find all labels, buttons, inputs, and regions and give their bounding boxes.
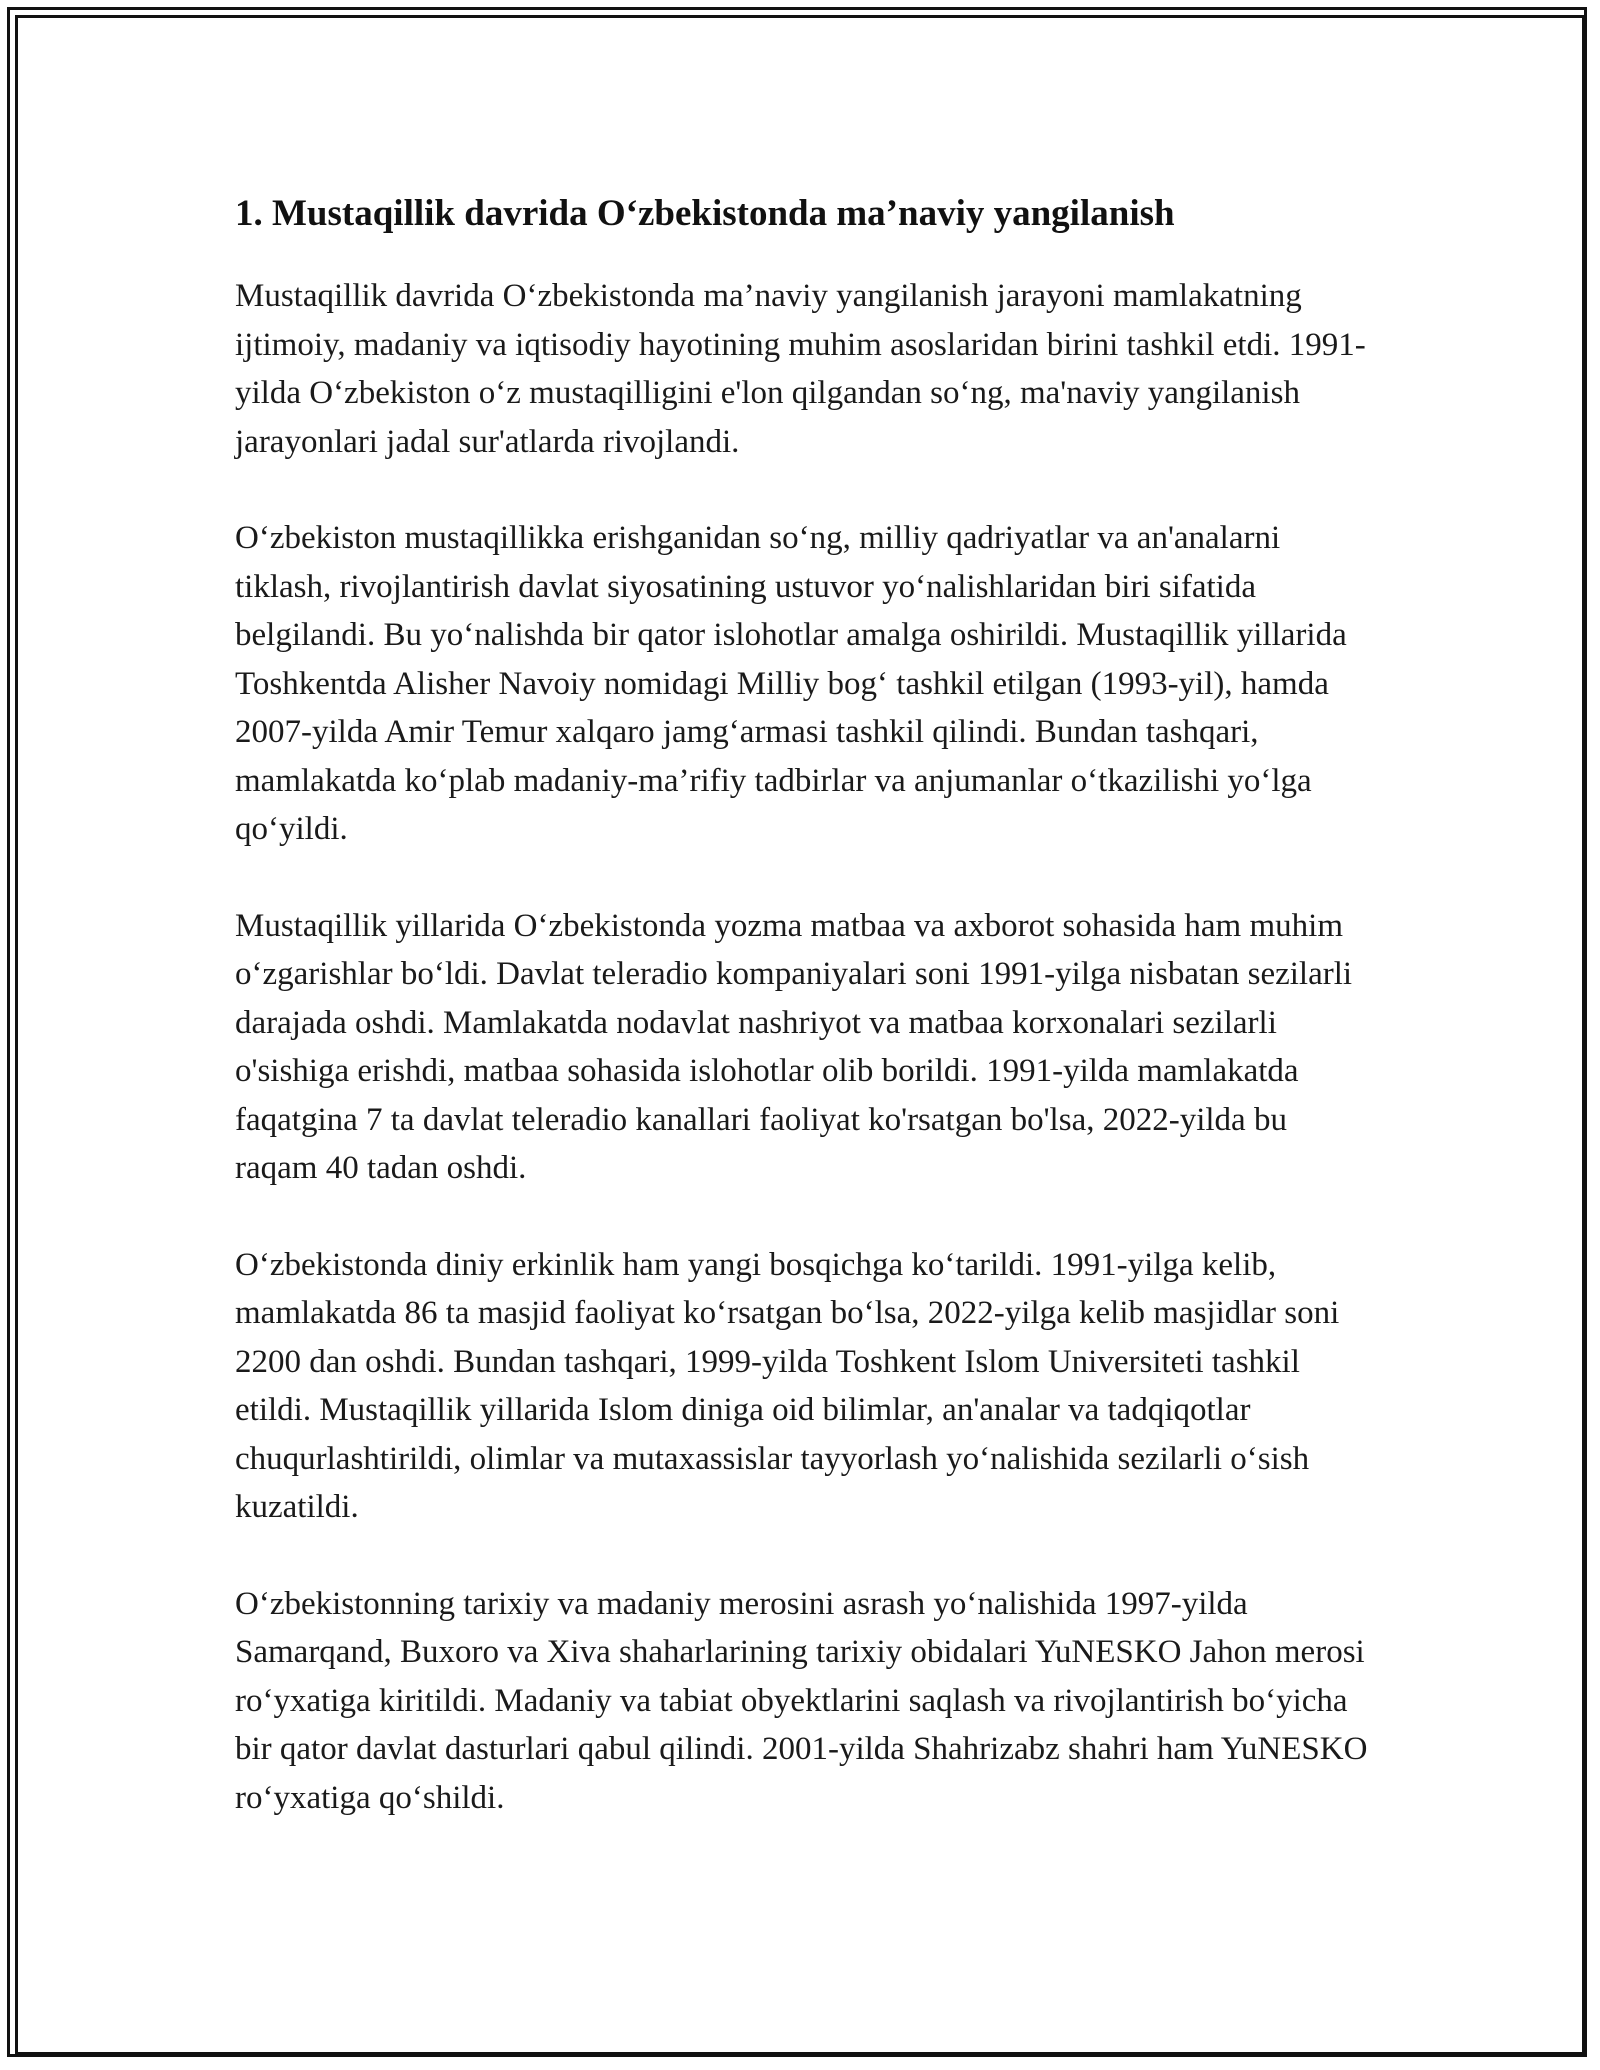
paragraph-1: Mustaqillik davrida O‘zbekistonda ma’naviy yangilanish jarayoni mamlakatning ijtimoiy, madaniy va iqtisodiy hayotining muhim asoslaridan birini tashkil etdi. 1991-yilda O‘zbekiston o‘z mustaqilligini e'lon qilgandan so‘ng, ma'naviy yangilanish jarayonlari jadal sur'atlarda rivojlandi. <box>235 278 1366 460</box>
paragraph-5: O‘zbekistonning tarixiy va madaniy merosini asrash yo‘nalishida 1997-yilda Samarqand, Buxoro va Xiva shaharlarining tarixiy obidalari YuNESKO Jahon merosi ro‘yxatiga kiritildi. Madaniy va tabiat obyektlarini saqlash va rivojlantirish bo‘yicha bir qator davlat dasturlari qabul qilindi. 2001-yilda Shahrizabz shahri ham YuNESKO ro‘yxatiga qo‘shildi. <box>235 1585 1368 1816</box>
paragraph-4: O‘zbekistonda diniy erkinlik ham yangi bosqichga ko‘tarildi. 1991-yilga kelib, mamlakatda 86 ta masjid faoliyat ko‘rsatgan bo‘lsa, 2022-yilga kelib masjidlar soni 2200 dan oshdi. Bundan tashqari, 1999-yilda Toshkent Islom Universiteti tashkil etildi. Mustaqillik yillarida Islom diniga oid bilimlar, an'analar va tadqiqotlar chuqurlashtirildi, olimlar va mutaxassislar tayyorlash yo‘nalishida sezilarli o‘sish kuzatildi. <box>235 1246 1340 1525</box>
document-title: 1. Mustaqillik davrida O‘zbekistonda ma’naviy yangilanish <box>235 193 1175 234</box>
paragraph-2: O‘zbekiston mustaqillikka erishganidan so‘ng, milliy qadriyatlar va an'analarni tiklash, rivojlantirish davlat siyosatining ustuvor yo‘nalishlaridan biri sifatida belgilandi. Bu yo‘nalishda bir qator islohotlar amalga oshirildi. Mustaqillik yillarida Toshkentda Alisher Navoiy nomidagi Milliy bog‘ tashkil etilgan (1993-yil), hamda 2007-yilda Amir Temur xalqaro jamg‘armasi tashkil qilindi. Bundan tashqari, mamlakatda ko‘plab madaniy-ma’rifiy tadbirlar va anjumanlar o‘tkazilishi yo‘lga qo‘yildi. <box>235 520 1347 847</box>
paragraph-3: Mustaqillik yillarida O‘zbekistonda yozma matbaa va axborot sohasida ham muhim o‘zgarishlar bo‘ldi. Davlat teleradio kompaniyalari soni 1991-yilga nisbatan sezilarli darajada oshdi. Mamlakatda nodavlat nashriyot va matbaa korxonalari sezilarli o'sishiga erishdi, matbaa sohasida islohotlar olib borildi. 1991-yilda mamlakatda faqatgina 7 ta davlat teleradio kanallari faoliyat ko'rsatgan bo'lsa, 2022-yilda bu raqam 40 tadan oshdi. <box>235 907 1353 1186</box>
document-body <box>235 188 1375 1870</box>
